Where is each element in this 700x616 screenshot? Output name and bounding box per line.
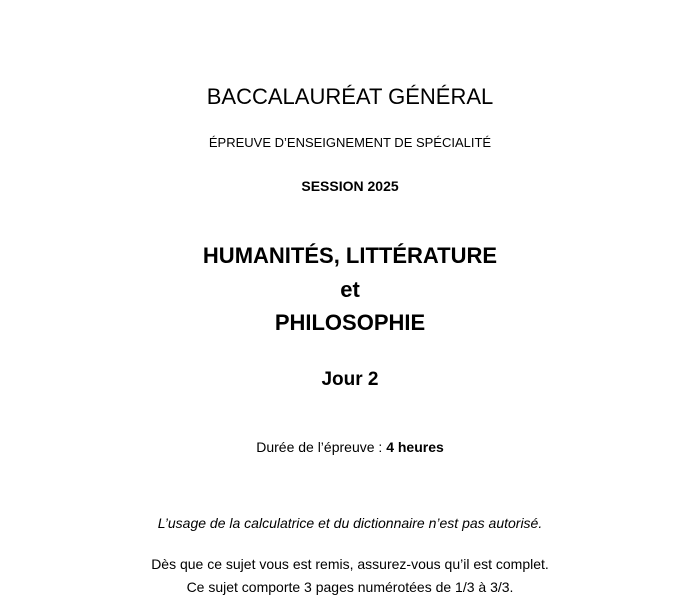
completeness-check-notice: Dès que ce sujet vous est remis, assurez-vous qu’il est complet. xyxy=(151,556,549,572)
subject-title-line-2: et xyxy=(340,277,360,302)
session-label: SESSION 2025 xyxy=(301,178,399,194)
exam-type: ÉPREUVE D’ENSEIGNEMENT DE SPÉCIALITÉ xyxy=(208,135,492,150)
subject-title-line-1: HUMANITÉS, LITTÉRATURE xyxy=(202,243,498,268)
calculator-dictionary-notice: L’usage de la calculatrice et du dictionnaire n’est pas autorisé. xyxy=(157,515,543,531)
exam-title: BACCALAURÉAT GÉNÉRAL xyxy=(206,84,494,109)
page-count-notice: Ce sujet comporte 3 pages numérotées de 1/3 à 3/3. xyxy=(186,579,514,595)
duration-value: 4 heures xyxy=(386,439,444,455)
subject-title-line-3: PHILOSOPHIE xyxy=(274,310,426,335)
exam-duration xyxy=(0,440,700,454)
exam-day: Jour 2 xyxy=(321,369,379,390)
duration-label: Durée de l’épreuve : xyxy=(256,439,387,455)
